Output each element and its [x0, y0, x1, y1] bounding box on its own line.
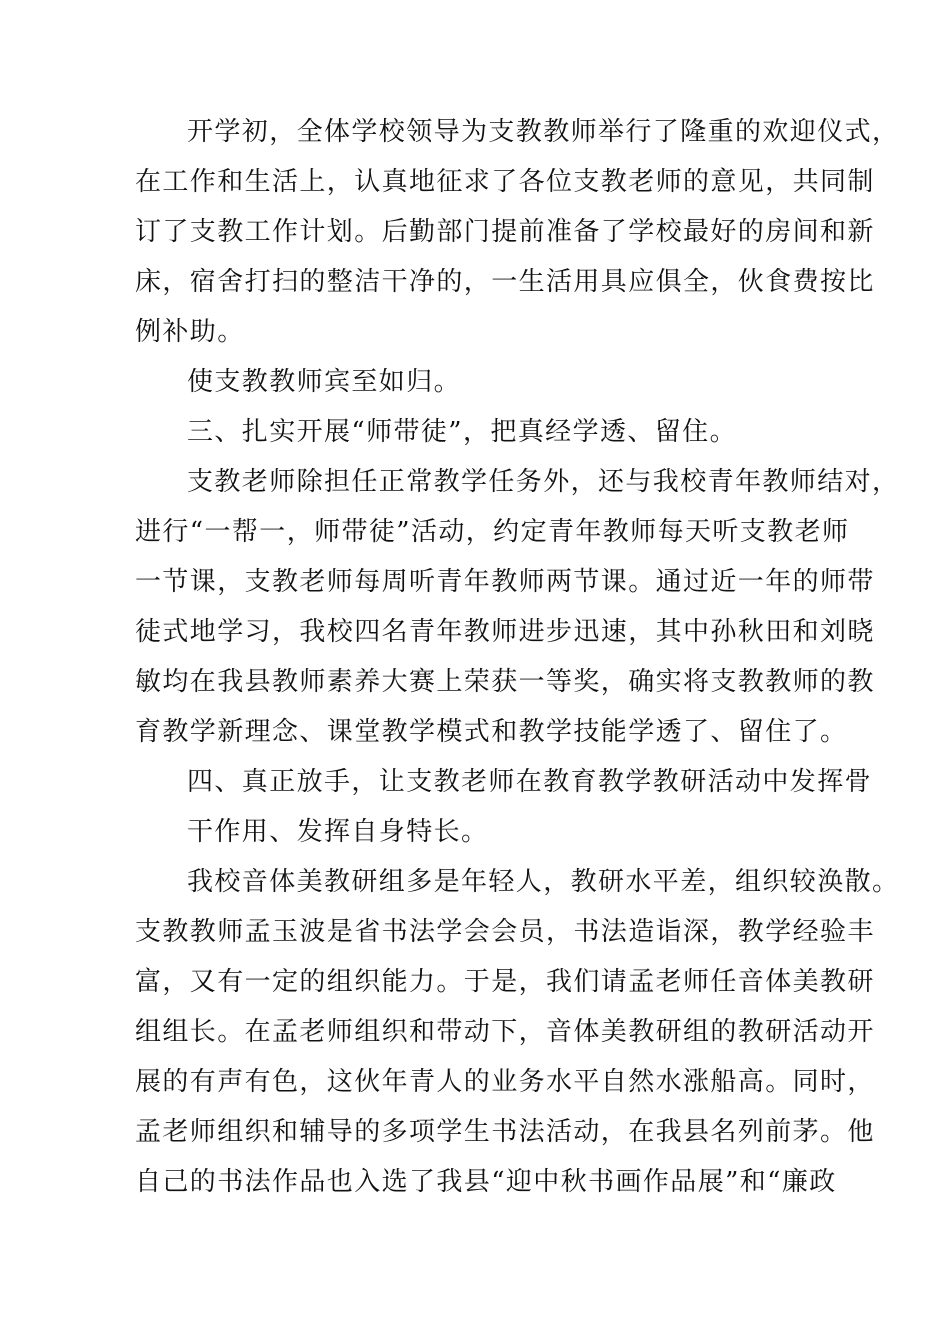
paragraph-line: 一节课，支教老师每周听青年教师两节课。通过近一年的师带	[135, 567, 875, 597]
paragraph-line: 床，宿舍打扫的整洁干净的，一生活用具应俱全，伙食费按比	[135, 267, 875, 297]
paragraph-line: 我校音体美教研组多是年轻人，教研水平差，组织较涣散。	[187, 867, 900, 897]
paragraph-line: 支教教师孟玉波是省书法学会会员，书法造诣深，教学经验丰	[135, 917, 875, 947]
paragraph-line: 例补助。	[135, 317, 245, 347]
paragraph-line: 自己的书法作品也入选了我县“迎中秋书画作品展”和“廉政	[135, 1167, 837, 1197]
paragraph-line: 敏均在我县教师素养大赛上荣获一等奖，确实将支教教师的教	[135, 667, 875, 697]
paragraph-line: 组组长。在孟老师组织和带动下，音体美教研组的教研活动开	[135, 1017, 875, 1047]
paragraph-line: 展的有声有色，这伙年青人的业务水平自然水涨船高。同时，	[135, 1067, 875, 1097]
section-heading: 三、扎实开展“师带徒”，把真经学透、留住。	[187, 417, 737, 447]
paragraph-line: 使支教教师宾至如归。	[187, 367, 462, 397]
paragraph-line: 订了支教工作计划。后勤部门提前准备了学校最好的房间和新	[135, 217, 875, 247]
paragraph-line: 进行“一帮一，师带徒”活动，约定青年教师每天听支教老师	[135, 517, 850, 547]
paragraph-line: 孟老师组织和辅导的多项学生书法活动，在我县名列前茅。他	[135, 1117, 875, 1147]
paragraph-line: 开学初，全体学校领导为支教教师举行了隆重的欢迎仪式，	[187, 117, 900, 147]
paragraph-line: 富，又有一定的组织能力。于是，我们请孟老师任音体美教研	[135, 967, 875, 997]
paragraph-line: 支教老师除担任正常教学任务外，还与我校青年教师结对，	[187, 467, 900, 497]
paragraph-line: 育教学新理念、课堂教学模式和教学技能学透了、留住了。	[135, 717, 848, 747]
paragraph-line: 在工作和生活上，认真地征求了各位支教老师的意见，共同制	[135, 167, 875, 197]
paragraph-line: 徒式地学习，我校四名青年教师进步迅速，其中孙秋田和刘晓	[135, 617, 875, 647]
section-heading: 四、真正放手，让支教老师在教育教学教研活动中发挥骨	[187, 767, 873, 797]
section-heading: 干作用、发挥自身特长。	[187, 817, 489, 847]
